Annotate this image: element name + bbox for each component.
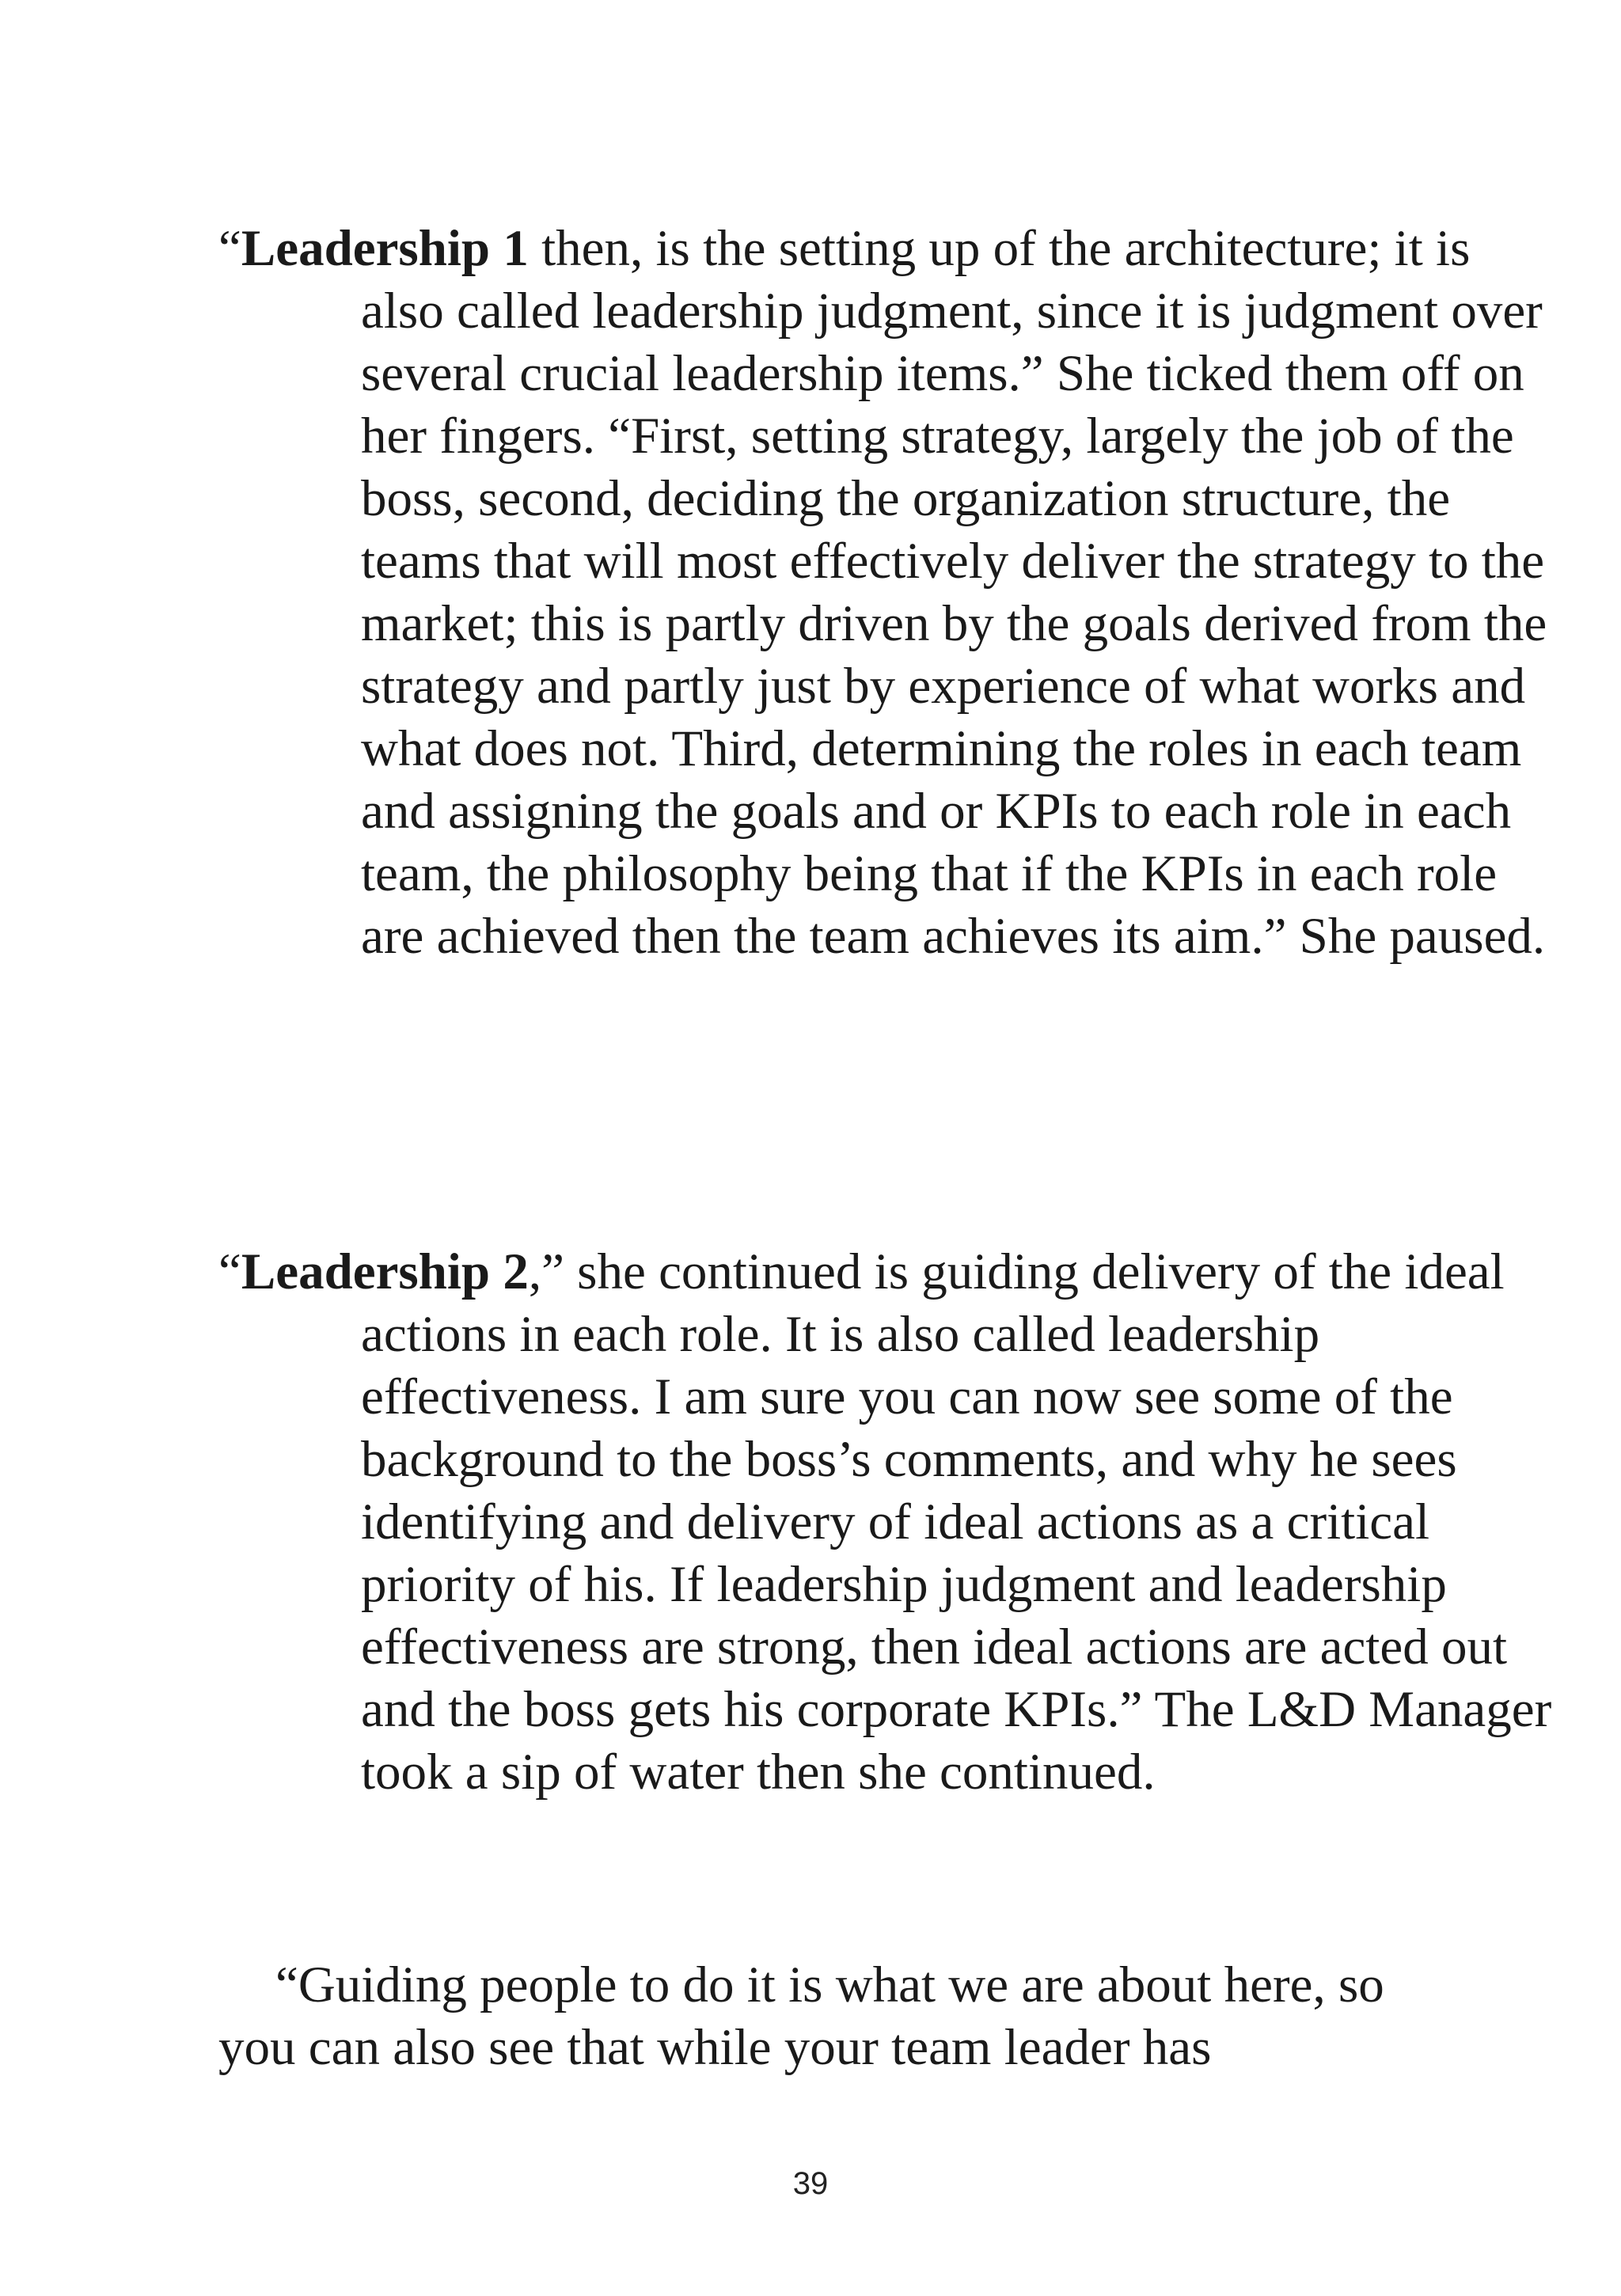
term-leadership-1: Leadership 1 <box>241 220 529 277</box>
paragraph-text: then, is the setting up of the architecture; it is also called leadership judgment, since it is judgment over several crucial leadership items.” She ticked them off on her fingers. “First, setting strategy, largely the job of the boss, second, deciding the organization structure, the teams that will most effectively deliver the strategy to the market; this is partly driven by the goals derived from the strategy and partly just by experience of what works and what does not. Third, determining the roles in each team and assigning the goals and or KPIs to each role in each team, the philosophy being that if the KPIs in each role are achieved then the team achieves its aim.” She paused. <box>361 220 1547 965</box>
page-number: 39 <box>792 2166 829 2201</box>
open-quote: “ <box>218 220 241 277</box>
paragraph-guiding-people: “Guiding people to do it is what we are about here, so you can also see that while your team leader has <box>218 1956 1384 2076</box>
paragraph-text: ,” she continued is guiding delivery of the ideal actions in each role. It is also called leadership effectiveness. I am sure you can now see some of the background to the boss’s comments, and why he sees identifying and delivery of ideal actions as a critical priority of his. If leadership judgment and leadership effectiveness are strong, then ideal actions are acted out and the boss gets his corporate KPIs.” The L&D Manager took a sip of water then she continued. <box>361 1243 1552 1801</box>
paragraph-leadership-1 <box>218 218 1564 968</box>
open-quote: “ <box>218 1243 241 1300</box>
paragraph-leadership-2 <box>218 1241 1564 1804</box>
term-leadership-2: Leadership 2 <box>241 1243 529 1300</box>
